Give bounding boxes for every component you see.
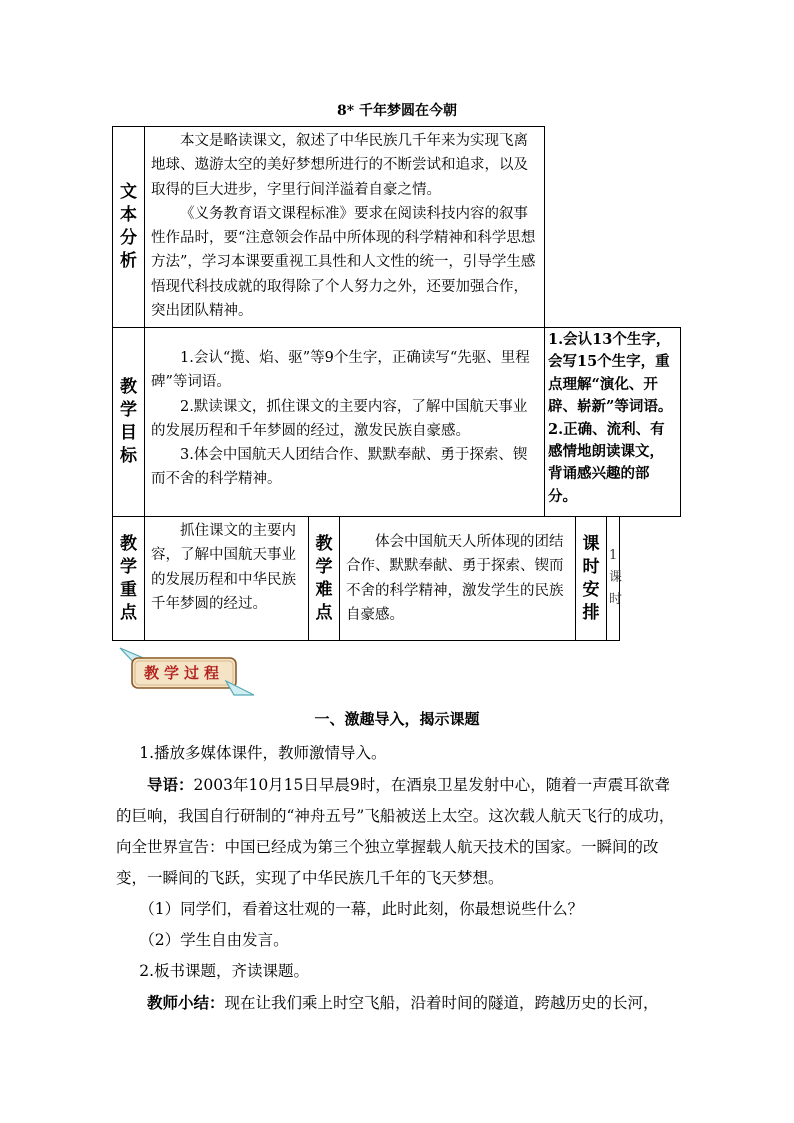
schedule-value: 1 课 时	[606, 516, 620, 641]
analysis-label: 文 本 分 析	[112, 126, 145, 328]
intro-label: 导语：	[147, 775, 194, 794]
key-points-label: 教 学 重 点	[112, 516, 145, 641]
analysis-paragraph: 《义务教育语文课程标准》要求在阅读科技内容的叙事性作品时，要“注意领会作品中所体现的科学精神和科学思想方法”，学习本课要重视工具性和人文性的统一，引导学生感悟现代科技成就的取得除了个人努力之外，还要加强合作，突出团队精神。	[151, 205, 536, 320]
goal-item: 2.默读课文，抓住课文的主要内容，了解中国航天事业的发展历程和千年梦圆的经过，激发民族自豪感。	[151, 398, 528, 439]
analysis-content	[144, 126, 545, 328]
teaching-process-banner	[118, 645, 258, 700]
analysis-paragraph: 本文是略读课文，叙述了中华民族几千年来为实现飞离地球、遨游太空的美好梦想所进行的不断尝试和追求，以及取得的巨大进步，字里行间洋溢着自豪之情。	[151, 133, 528, 198]
lesson-body	[116, 738, 678, 1019]
goals-side-note	[544, 327, 681, 517]
section-heading: 一、激趣导入，揭示课题	[314, 710, 480, 728]
lesson-title: 8* 千年梦圆在今朝	[337, 103, 457, 119]
difficulties-content: 体会中国航天人所体现的团结合作、默默奉献、勇于探索、锲而不舍的科学精神，激发学生的民族自豪感。	[339, 516, 576, 641]
goal-item: 1.会认“揽、焰、驱”等9个生字，正确读写“先驱、里程碑”等词语。	[151, 350, 530, 391]
intro-text: 2003年10月15日早晨9时，在酒泉卫星发射中心，随着一声震耳欲聋的巨响，我国自行研制的“神舟五号”飞船被送上太空。这次载人航天飞行的成功，向全世界宣告：中国已经成为第三个独立掌握载人航天技术的国家。一瞬间的改变，一瞬间的飞跃，实现了中华民族几千年的飞天梦想。	[116, 776, 675, 887]
side-note-item: 2.正确、流利、有感情地朗读课文，背诵感兴趣的部分。	[548, 420, 665, 505]
question-1: （1）同学们，看着这壮观的一幕，此时此刻，你最想说些什么？	[139, 900, 584, 918]
summary-text: 现在让我们乘上时空飞船，沿着时间的隧道，跨越历史的长河，	[224, 994, 659, 1012]
step-2: 2.板书课题，齐读课题。	[139, 962, 310, 980]
goal-item: 3.体会中国航天人团结合作、默默奉献、勇于探索、锲而不舍的科学精神。	[151, 447, 528, 488]
goals-label: 教 学 目 标	[112, 327, 145, 517]
goals-content	[144, 327, 545, 517]
step-1: 1.播放多媒体课件，教师激情导入。	[139, 744, 387, 762]
question-2: （2）学生自由发言。	[139, 931, 289, 949]
schedule-label: 课 时 安 排	[575, 516, 607, 641]
summary-label: 教师小结：	[147, 993, 225, 1012]
key-points-content: 抓住课文的主要内容，了解中国航天事业的发展历程和中华民族千年梦圆的经过。	[144, 516, 309, 641]
banner-label: 教学过程	[143, 664, 224, 682]
side-note-item: 1.会认13个生字，会写15个生字，重点理解“演化、开辟、崭新”等词语。	[548, 331, 673, 416]
difficulties-label: 教 学 难 点	[308, 516, 340, 641]
